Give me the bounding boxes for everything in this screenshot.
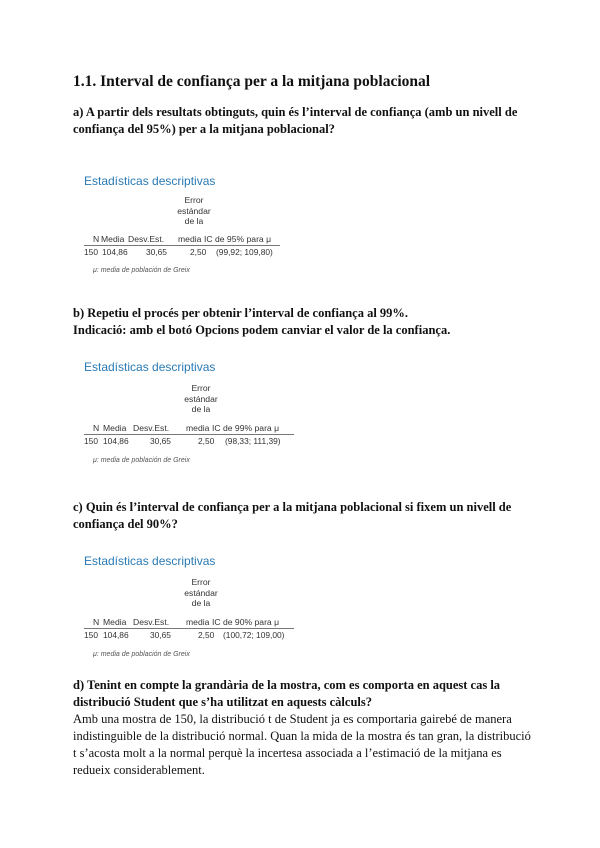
column-header-error-media: media xyxy=(186,617,210,627)
cell-media: 104,86 xyxy=(103,436,129,446)
cell-media: 104,86 xyxy=(102,247,128,257)
table-rule xyxy=(84,245,280,246)
question-d-line2: distribució Student que s’ha utilitzat en aquests càlculs? xyxy=(73,695,372,709)
page-title: 1.1. Interval de confiança per a la mitjana poblacional xyxy=(73,73,431,90)
column-header-desv: Desv.Est. xyxy=(133,617,170,627)
table-footnote: μ: media de población de Greix xyxy=(93,457,190,464)
stats-table-b xyxy=(0,360,600,472)
question-a-line2: confiança del 95%) per a la mitjana poblacional? xyxy=(73,122,335,136)
table-footnote: μ: media de población de Greix xyxy=(93,651,190,658)
question-a xyxy=(73,104,533,138)
column-header-error: Error estándar de la xyxy=(184,577,218,608)
question-c xyxy=(73,499,533,533)
answer-d: Amb una mostra de 150, la distribució t de Student ja es comportaria gairebé de manera indistinguible de la distribució normal. Quan la mida de la mostra és tan gran, la distribució t s’acosta molt a la normal perquè la incertesa associada a l’estimació de la mitjana es redueix considerablement. xyxy=(73,712,531,777)
cell-n: 150 xyxy=(84,247,98,257)
stats-table-title: Estadísticas descriptivas xyxy=(84,554,216,568)
question-c-line1: c) Quin és l’interval de confiança per a la mitjana poblacional si fixem un nivell de xyxy=(73,500,512,514)
cell-error: 2,50 xyxy=(198,436,215,446)
column-header-desv: Desv.Est. xyxy=(128,234,165,244)
column-header-n: N xyxy=(93,617,100,627)
cell-n: 150 xyxy=(84,436,98,446)
stats-table-c xyxy=(0,554,600,666)
column-header-error-media: media xyxy=(178,234,202,244)
cell-media: 104,86 xyxy=(103,630,129,640)
column-header-ic: IC de 99% para μ xyxy=(212,423,280,433)
question-b-line1: b) Repetiu el procés per obtenir l’interval de confiança al 99%. xyxy=(73,306,409,320)
table-rule xyxy=(84,628,294,629)
column-header-n: N xyxy=(93,234,100,244)
column-header-desv: Desv.Est. xyxy=(133,423,170,433)
cell-ic: (98,33; 111,39) xyxy=(225,436,281,446)
cell-desv: 30,65 xyxy=(150,436,171,446)
column-header-ic: IC de 95% para μ xyxy=(204,234,272,244)
column-header-ic: IC de 90% para μ xyxy=(212,617,280,627)
column-header-error: Error estándar de la xyxy=(184,383,218,414)
stats-table-title: Estadísticas descriptivas xyxy=(84,174,216,188)
question-a-line1: a) A partir dels resultats obtinguts, quin és l’interval de confiança (amb un nivell de xyxy=(73,105,518,119)
column-header-error-media: media xyxy=(186,423,210,433)
cell-ic: (99,92; 109,80) xyxy=(216,247,273,257)
cell-ic: (100,72; 109,00) xyxy=(223,630,285,640)
table-footnote: μ: media de población de Greix xyxy=(93,267,190,274)
question-b-line2: Indicació: amb el botó Opcions podem canviar el valor de la confiança. xyxy=(73,323,451,337)
question-d xyxy=(73,677,533,711)
column-header-error: Error estándar de la xyxy=(177,195,211,226)
cell-n: 150 xyxy=(84,630,98,640)
table-rule xyxy=(84,434,294,435)
question-c-line2: confiança del 90%? xyxy=(73,517,178,531)
column-header-media: Media xyxy=(103,617,127,627)
cell-error: 2,50 xyxy=(190,247,207,257)
cell-error: 2,50 xyxy=(198,630,215,640)
cell-desv: 30,65 xyxy=(150,630,171,640)
question-b xyxy=(73,305,533,339)
column-header-n: N xyxy=(93,423,100,433)
stats-table-a xyxy=(0,174,600,284)
question-d-line1: d) Tenint en compte la grandària de la mostra, com es comporta en aquest cas la xyxy=(73,678,501,692)
column-header-media: Media xyxy=(103,423,127,433)
column-header-media: Media xyxy=(101,234,125,244)
cell-desv: 30,65 xyxy=(146,247,167,257)
stats-table-title: Estadísticas descriptivas xyxy=(84,360,216,374)
